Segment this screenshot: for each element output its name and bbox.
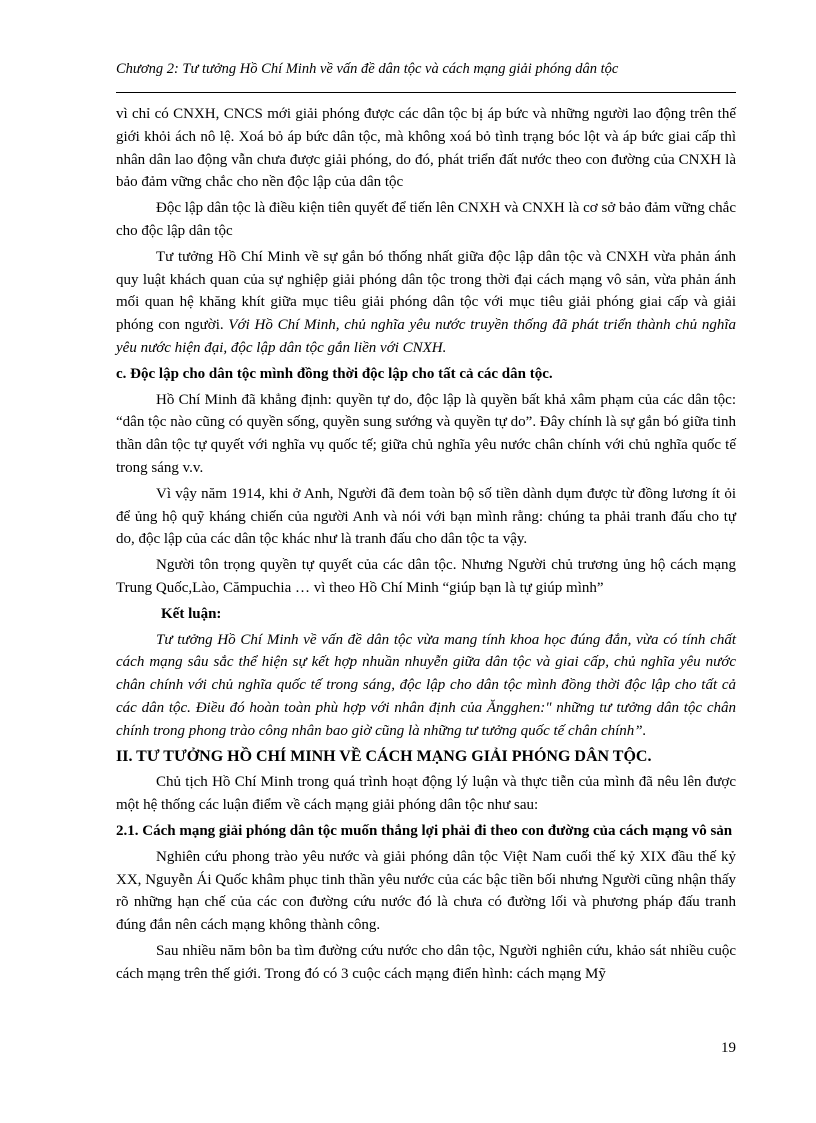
paragraph-respect-self-determination: Người tôn trọng quyền tự quyết của các dân tộc. Nhưng Người chủ trương ủng hộ cách mạng Trung Quốc,Lào, Cămpuchia … vì theo Hồ Chí Minh “giúp bạn là tự giúp mình” [116,557,736,596]
paragraph-continuation: vì chỉ có CNXH, CNCS mới giải phóng được các dân tộc bị áp bức và những người lao động trên thế giới khỏi ách nô lệ. Xoá bỏ áp bức dân tộc, mà không xoá bỏ tình trạng bóc lột và áp bức giai cấp thì nhân dân lao động vẫn chưa được giải phóng, do đó, phát triển đất nước theo con đường của CNXH là bảo đảm vững chắc cho nền độc lập của dân tộc [116,106,736,191]
page-body [116,103,736,988]
header-divider [116,92,736,93]
running-header: Chương 2: Tư tưởng Hồ Chí Minh về vấn đề dân tộc và cách mạng giải phóng dân tộc [116,61,619,77]
paragraph-revolutions-survey: Sau nhiều năm bôn ba tìm đường cứu nước cho dân tộc, Người nghiên cứu, khảo sát nhiều cuộc cách mạng trên thế giới. Trong đó có 3 cuộc cách mạng điển hình: cách mạng Mỹ [116,942,736,982]
heading-section-2-1: 2.1. Cách mạng giải phóng dân tộc muốn thắng lợi phải đi theo con đường của cách mạng vô sản [116,822,733,839]
paragraph-patriotic-movement: Nghiên cứu phong trào yêu nước và giải phóng dân tộc Việt Nam cuối thế kỷ XIX đầu thế kỷ XX, Nguyễn Ái Quốc khâm phục tinh thần yêu nước của các bậc tiền bối nhưng Người cũng nhận thấy rõ những hạn chế của các con đường cứu nước đó là chưa có đường lối và phương pháp đấu tranh đúng đắn nên cách mạng không thành công. [116,848,736,934]
paragraph-1914-england: Vì vậy năm 1914, khi ở Anh, Người đã đem toàn bộ số tiền dành dụm được từ đồng lương ít ỏi để ủng hộ quỹ kháng chiến của người Anh và nói với bạn mình rằng: chúng ta phải tranh đấu cho tự do, độc lập của các dân tộc khác như là tranh đấu cho dân tộc ta vậy. [116,485,736,548]
page-number: 19 [721,1040,736,1056]
paragraph-theory-practice: Chủ tịch Hồ Chí Minh trong quá trình hoạt động lý luận và thực tiễn của mình đã nêu lên được một hệ thống các luận điểm về cách mạng giải phóng dân tộc như sau: [116,774,736,814]
conclusion-label: Kết luận: [161,605,222,622]
paragraph-unity [116,246,736,360]
paragraph-conclusion: Tư tưởng Hồ Chí Minh về vấn đề dân tộc vừa mang tính khoa học đúng đắn, vừa có tính chất cách mạng sâu sắc thể hiện sự kết hợp nhuần nhuyễn giữa dân tộc và giai cấp, chủ nghĩa yêu nước chân chính với chủ nghĩa quốc tế trong sáng, độc lập cho dân tộc mình đồng thời độc lập cho tất cả các dân tộc. Điều đó hoàn toàn phù hợp với nhân định của Ăngghen:" những tư tưởng dân tộc chân chính trong phong trào công nhân bao giờ cũng là những tư tưởng quốc tế chân chính”. [116,631,736,739]
heading-section-II: II. TƯ TƯỞNG HỒ CHÍ MINH VỀ CÁCH MẠNG GIẢI PHÓNG DÂN TỘC. [116,747,652,765]
paragraph-self-determination: Hồ Chí Minh đã khẳng định: quyền tự do, độc lập là quyền bất khả xâm phạm của các dân tộc: “dân tộc nào cũng có quyền sống, quyền sung sướng và quyền tự do”. Đây chính là sự gắn bó giữa tinh thần dân tộc tự quyết với nghĩa vụ quốc tế; giữa chủ nghĩa yêu nước chân chính với chủ nghĩa quốc tế trong sáng v.v. [116,391,736,476]
heading-section-c: c. Độc lập cho dân tộc mình đồng thời độc lập cho tất cả các dân tộc. [116,365,553,382]
paragraph-independence-precondition: Độc lập dân tộc là điều kiện tiên quyết để tiến lên CNXH và CNXH là cơ sở bảo đảm vững chắc cho độc lập dân tộc [116,200,736,239]
paragraph-unity-italic: Với Hồ Chí Minh, chủ nghĩa yêu nước truyền thống đã phát triển thành chủ nghĩa yêu nước hiện đại, độc lập dân tộc gắn liền với CNXH. [116,317,737,356]
paragraph-unity-text: Tư tưởng Hồ Chí Minh về sự gắn bó thống nhất giữa độc lập dân tộc và CNXH vừa phản ánh quy luật khách quan của sự nghiệp giải phóng dân tộc trong thời đại cách mạng vô sản, vừa phản ánh mối quan hệ khăng khít giữa mục tiêu giải phóng dân tộc với mục tiêu giải phóng giai cấp và giải phóng con người. [116,248,736,334]
